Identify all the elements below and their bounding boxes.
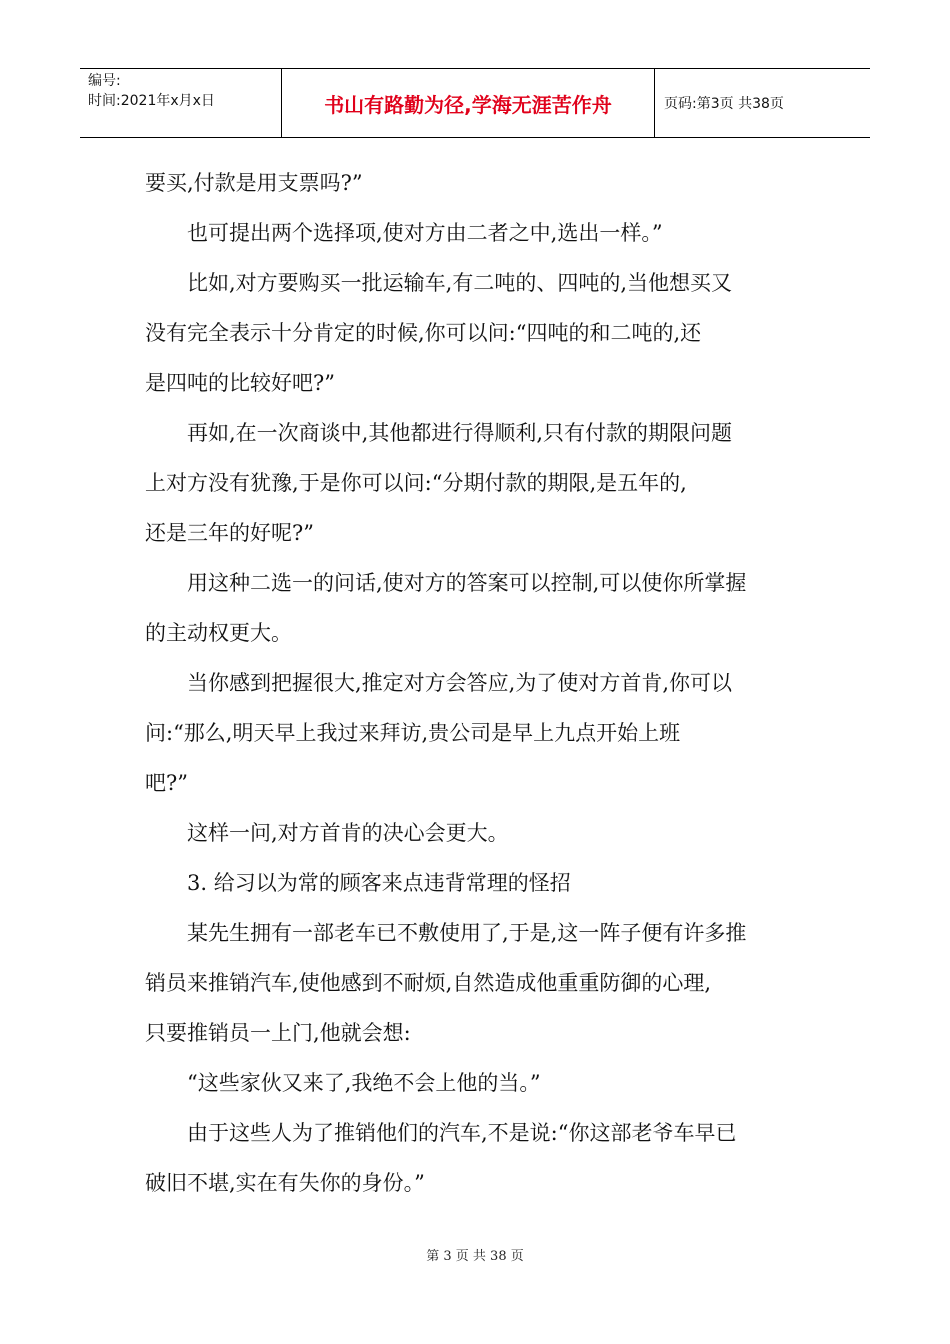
body-line: 比如,对方要购买一批运输车,有二吨的、四吨的,当他想买又 [145,271,733,295]
page-footer: 第 3 页 共 38 页 [426,1249,524,1264]
header-meta [80,69,281,137]
body-line: 也可提出两个选择项,使对方由二者之中,选出一样。” [145,221,663,245]
body-line: 只要推销员一上门,他就会想: [145,1021,411,1045]
body-line: 的主动权更大。 [145,621,292,645]
body-line: 还是三年的好呢?” [145,521,314,545]
body-line: 是四吨的比较好吧?” [145,371,335,395]
body-line: 问:“那么,明天早上我过来拜访,贵公司是早上九点开始上班 [145,721,681,745]
body-line: 用这种二选一的问话,使对方的答案可以控制,可以使你所掌握 [145,571,747,595]
header-page-info: 页码:第3页 共38页 [664,96,784,112]
body-line: 要买,付款是用支票吗?” [145,171,363,195]
header-divider-right [654,69,655,137]
body-line: 再如,在一次商谈中,其他都进行得顺利,只有付款的期限问题 [145,421,733,445]
body-line: 当你感到把握很大,推定对方会答应,为了使对方首肯,你可以 [145,671,733,695]
body-line: 上对方没有犹豫,于是你可以问:“分期付款的期限,是五年的, [145,471,687,495]
body-line: 某先生拥有一部老车已不敷使用了,于是,这一阵子便有许多推 [145,921,747,945]
document-time-label: 时间:2021年x月x日 [88,93,215,109]
document-number-label: 编号: [88,73,121,89]
body-line: 没有完全表示十分肯定的时候,你可以问:“四吨的和二吨的,还 [145,321,702,345]
body-line: 销员来推销汽车,使他感到不耐烦,自然造成他重重防御的心理, [145,971,712,995]
body-line: 由于这些人为了推销他们的汽车,不是说:“你这部老爷车早已 [145,1121,737,1145]
page-header [80,68,870,138]
body-line: 吧?” [145,771,188,795]
body-line: “这些家伙又来了,我绝不会上他的当。” [145,1071,541,1095]
body-line: 破旧不堪,实在有失你的身份。” [145,1171,425,1195]
document-body [145,158,815,1208]
header-motto: 书山有路勤为径,学海无涯苦作舟 [324,92,612,117]
section-heading: 3. 给习以为常的顾客来点违背常理的怪招 [145,871,571,895]
body-line: 这样一问,对方首肯的决心会更大。 [145,821,509,845]
